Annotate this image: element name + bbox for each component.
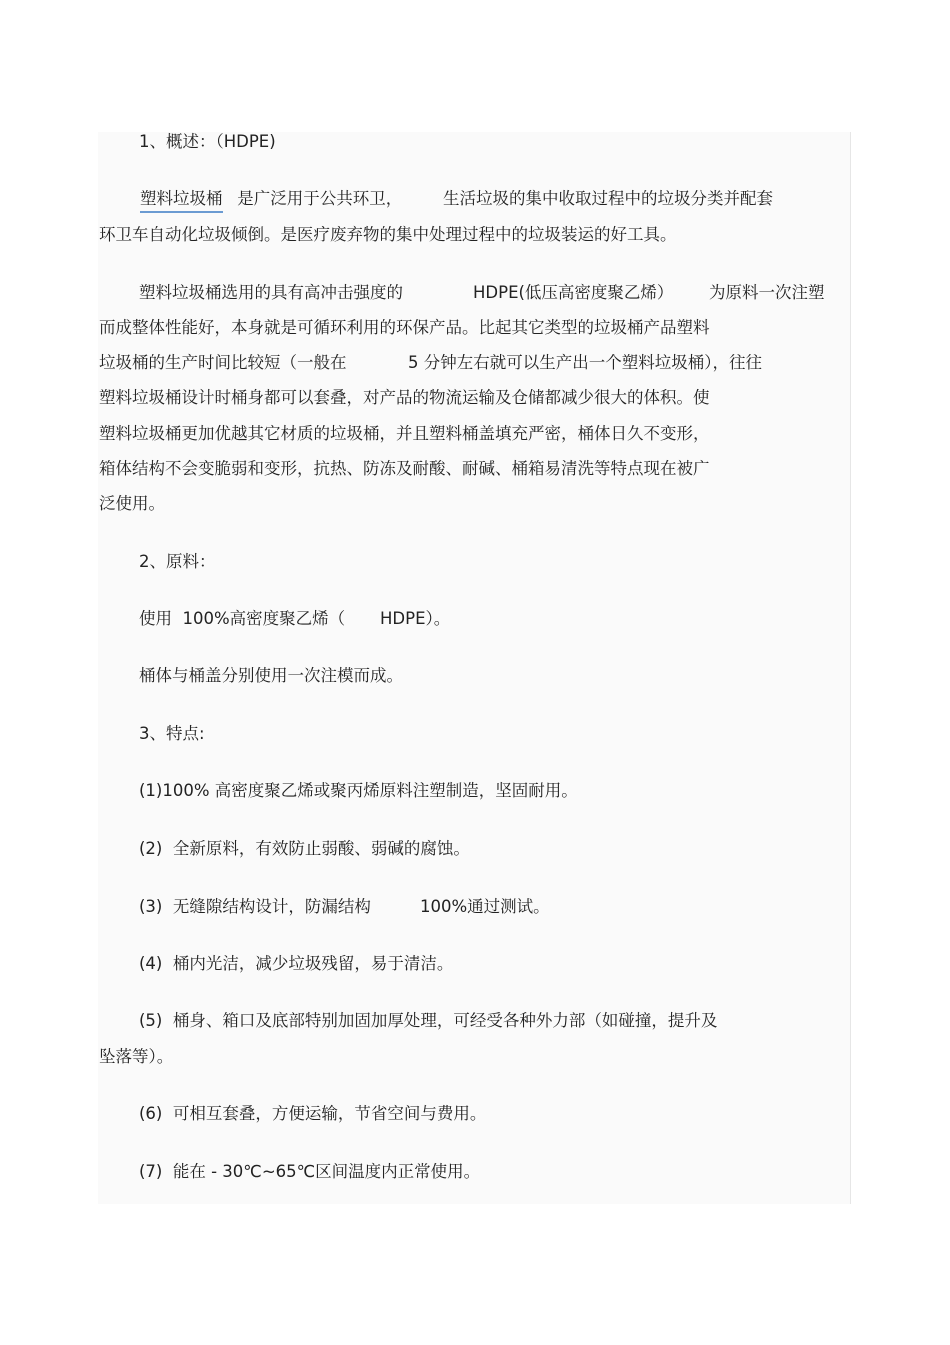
paragraph-text: 环卫车自动化垃圾倾倒。是医疗废弃物的集中处理过程中的垃圾装运的好工具。 [99,225,677,244]
paragraph-text: 是广泛用于公共环卫， [232,189,403,208]
section-heading-material: 2、原料： [139,552,216,571]
feature-item: (7) 能在 - 30℃~65℃区间温度内正常使用。 [139,1162,481,1181]
paragraph-text: 为原料一次注塑 [709,283,825,302]
feature-item: (1)100% 高密度聚乙烯或聚丙烯原料注塑制造，坚固耐用。 [139,781,578,800]
feature-item: (5) 桶身、箱口及底部特别加固加厚处理，可经受各种外力部（如碰撞，提升及 [139,1011,718,1030]
plastic-bin-link[interactable]: 塑料垃圾桶 [140,188,223,213]
paragraph-text: 塑料垃圾桶设计时桶身都可以套叠，对产品的物流运输及仓储都减少很大的体积。使 [99,388,710,407]
paragraph-text: 生活垃圾的集中收取过程中的垃圾分类并配套 [443,189,773,208]
section-heading-overview: 1、概述：（HDPE) [139,132,276,151]
feature-item: (2) 全新原料，有效防止弱酸、弱碱的腐蚀。 [139,839,470,858]
feature-item: (3) 无缝隙结构设计，防漏结构 [139,897,371,916]
section-heading-features: 3、特点: [139,724,205,743]
feature-item: 坠落等）。 [99,1047,174,1066]
paragraph-text: HDPE）。 [380,609,451,628]
paragraph-text: 5 分钟左右就可以生产出一个塑料垃圾桶），往往 [408,353,762,372]
paragraph-text: HDPE(低压高密度聚乙烯） [473,283,674,302]
feature-item: 100%通过测试。 [420,897,550,916]
paragraph-text: 桶体与桶盖分别使用一次注模而成。 [139,666,403,685]
paragraph-text: 使用 100%高密度聚乙烯（ [139,609,346,628]
paragraph-text: 垃圾桶的生产时间比较短（一般在 [99,353,347,372]
paragraph-text: 泛使用。 [99,494,165,513]
feature-item: (4) 桶内光洁，减少垃圾残留，易于清洁。 [139,954,454,973]
paragraph-text: 塑料垃圾桶选用的具有高冲击强度的 [139,283,403,302]
paragraph-text: 箱体结构不会变脆弱和变形，抗热、防冻及耐酸、耐碱、桶箱易清洗等特点现在被广 [99,459,710,478]
feature-item: (6) 可相互套叠，方便运输，节省空间与费用。 [139,1104,487,1123]
paragraph-text: 塑料垃圾桶更加优越其它材质的垃圾桶，并且塑料桶盖填充严密，桶体日久不变形， [99,424,710,443]
paragraph-text: 而成整体性能好，本身就是可循环利用的环保产品。比起其它类型的垃圾桶产品塑料 [99,318,710,337]
